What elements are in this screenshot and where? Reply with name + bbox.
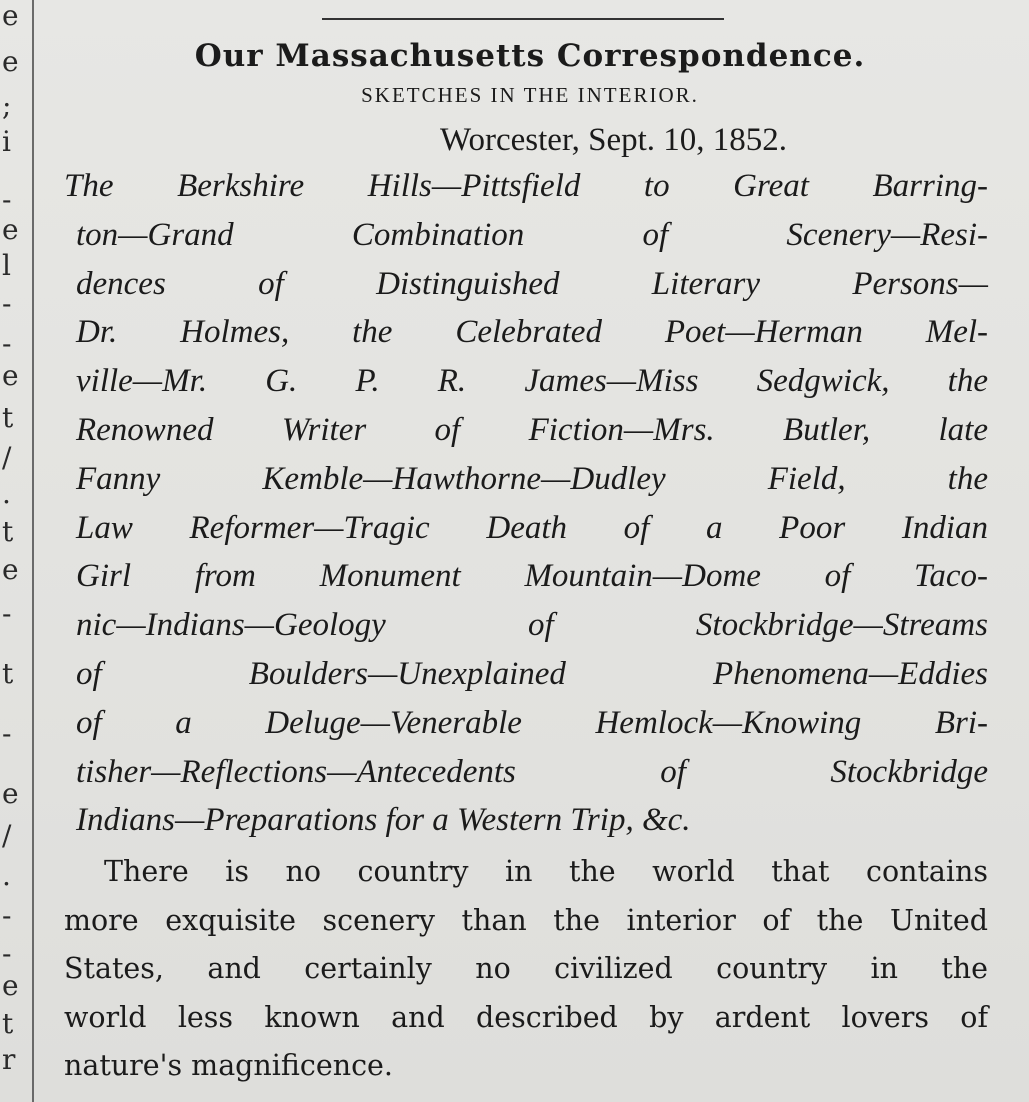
- summary-line: ton—Grand Combination of Scenery—Resi-: [76, 216, 988, 253]
- summary-line: Dr. Holmes, the Celebrated Poet—Herman Mel-: [76, 314, 988, 351]
- section-divider: [322, 18, 724, 20]
- summary-line: dences of Distinguished Literary Persons—: [76, 265, 988, 302]
- summary-line: Indians—Preparations for a Western Trip, &c.: [76, 802, 691, 839]
- body-line: States, and certainly no civilized country in the: [64, 952, 988, 985]
- body-line: nature's magnificence.: [64, 1049, 393, 1082]
- article-subheadline: SKETCHES IN THE INTERIOR.: [361, 83, 699, 107]
- summary-line: Law Reformer—Tragic Death of a Poor Indian: [76, 509, 988, 546]
- summary-line: Girl from Monument Mountain—Dome of Taco-: [76, 558, 988, 595]
- adjacent-column-fragment: e e ; i - e l - - e t / . t e - t - e / . - - e t r: [2, 0, 19, 1076]
- summary-line: of Boulders—Unexplained Phenomena—Eddies: [76, 655, 988, 692]
- summary-line: nic—Indians—Geology of Stockbridge—Streams: [76, 607, 988, 644]
- body-line: more exquisite scenery than the interior of the United: [64, 903, 988, 937]
- summary-line: Fanny Kemble—Hawthorne—Dudley Field, the: [76, 460, 988, 497]
- summary-line: The Berkshire Hills—Pittsfield to Great Barring-: [64, 168, 988, 204]
- article-dateline: Worcester, Sept. 10, 1852.: [440, 122, 788, 158]
- article-headline: Our Massachusetts Correspondence.: [194, 38, 866, 74]
- summary-line: ville—Mr. G. P. R. James—Miss Sedgwick, the: [76, 363, 988, 400]
- body-line: world less known and described by ardent lovers of: [64, 1000, 988, 1034]
- summary-line: of a Deluge—Venerable Hemlock—Knowing Bri-: [76, 704, 988, 741]
- article-body: [64, 848, 988, 1091]
- summary-line: tisher—Reflections—Antecedents of Stockbridge: [76, 753, 988, 790]
- column-rule: [32, 0, 34, 1102]
- article-summary: [64, 162, 988, 845]
- body-line: There is no country in the world that contains: [104, 855, 988, 888]
- summary-line: Renowned Writer of Fiction—Mrs. Butler, late: [76, 411, 988, 448]
